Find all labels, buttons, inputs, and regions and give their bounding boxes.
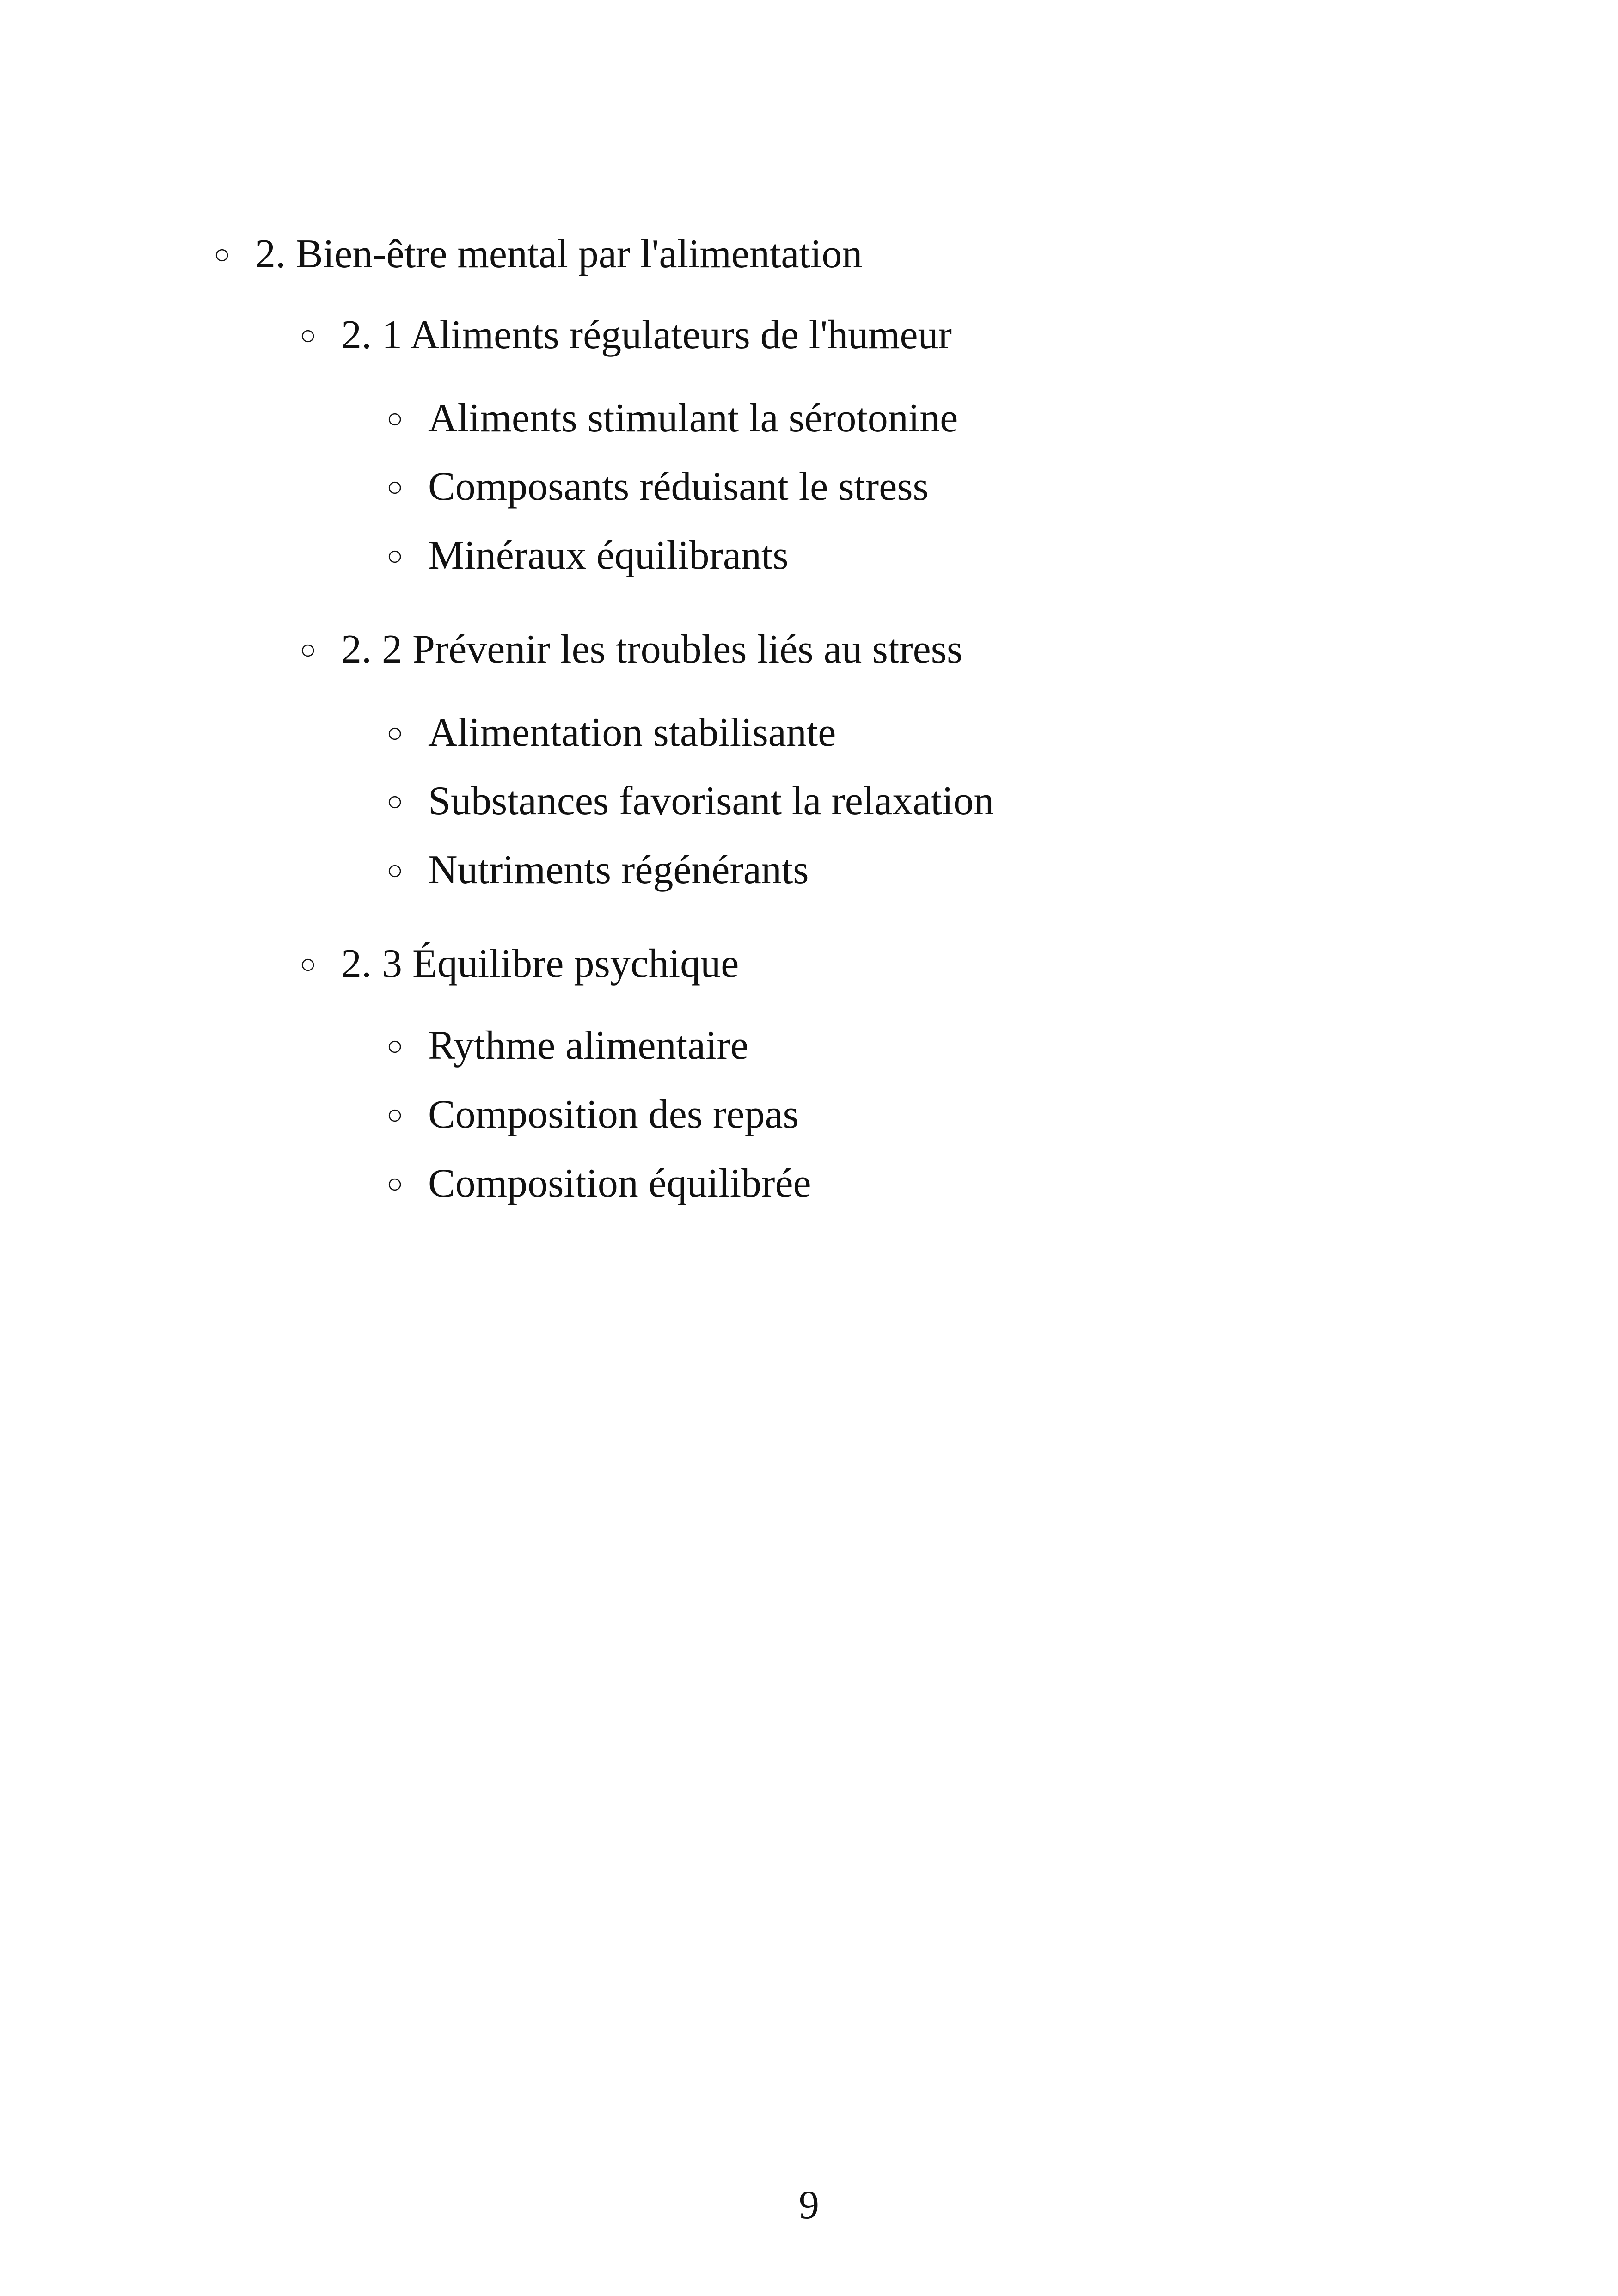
subsection-title: 2. 3 Équilibre psychique xyxy=(341,941,739,986)
list-item-text: Aliments stimulant la sérotonine xyxy=(428,396,958,441)
bullet-circle-icon: ○ xyxy=(386,403,404,434)
bullet-circle-icon: ○ xyxy=(300,320,317,350)
outline-list-item xyxy=(386,1092,799,1138)
bullet-circle-icon: ○ xyxy=(386,855,404,885)
bullet-circle-icon: ○ xyxy=(386,718,404,748)
outline-list-item xyxy=(386,1160,811,1207)
subsection-title: 2. 1 Aliments régulateurs de l'humeur xyxy=(341,313,952,357)
outline-list-item xyxy=(386,464,929,510)
list-item-text: Rythme alimentaire xyxy=(428,1023,748,1068)
outline-subsection-heading xyxy=(300,312,952,358)
bullet-circle-icon: ○ xyxy=(300,634,317,665)
outline-list-item xyxy=(386,1023,748,1069)
list-item-text: Composition équilibrée xyxy=(428,1161,811,1206)
bullet-circle-icon: ○ xyxy=(386,1031,404,1061)
bullet-circle-icon: ○ xyxy=(300,949,317,979)
list-item-text: Minéraux équilibrants xyxy=(428,533,789,578)
list-item-text: Composition des repas xyxy=(428,1092,799,1137)
outline-list-item xyxy=(386,395,958,442)
list-item-text: Nutriments régénérants xyxy=(428,847,809,892)
bullet-circle-icon: ○ xyxy=(214,239,231,270)
bullet-circle-icon: ○ xyxy=(386,1099,404,1130)
outline-list-item xyxy=(386,778,994,824)
subsection-title: 2. 2 Prévenir les troubles liés au stress xyxy=(341,627,963,672)
outline-list-item xyxy=(386,533,789,579)
list-item-text: Alimentation stabilisante xyxy=(428,710,836,755)
outline-section-heading xyxy=(214,231,862,277)
bullet-circle-icon: ○ xyxy=(386,1168,404,1199)
page-number: 9 xyxy=(799,2183,819,2228)
list-item-text: Composants réduisant le stress xyxy=(428,464,929,509)
outline-list-item xyxy=(386,710,836,756)
bullet-circle-icon: ○ xyxy=(386,472,404,502)
outline-subsection-heading xyxy=(300,941,739,987)
bullet-circle-icon: ○ xyxy=(386,786,404,816)
bullet-circle-icon: ○ xyxy=(386,540,404,571)
list-item-text: Substances favorisant la relaxation xyxy=(428,779,994,823)
section-title: 2. Bien-être mental par l'alimentation xyxy=(255,232,863,276)
outline-subsection-heading xyxy=(300,626,962,673)
outline-list-item xyxy=(386,847,809,893)
